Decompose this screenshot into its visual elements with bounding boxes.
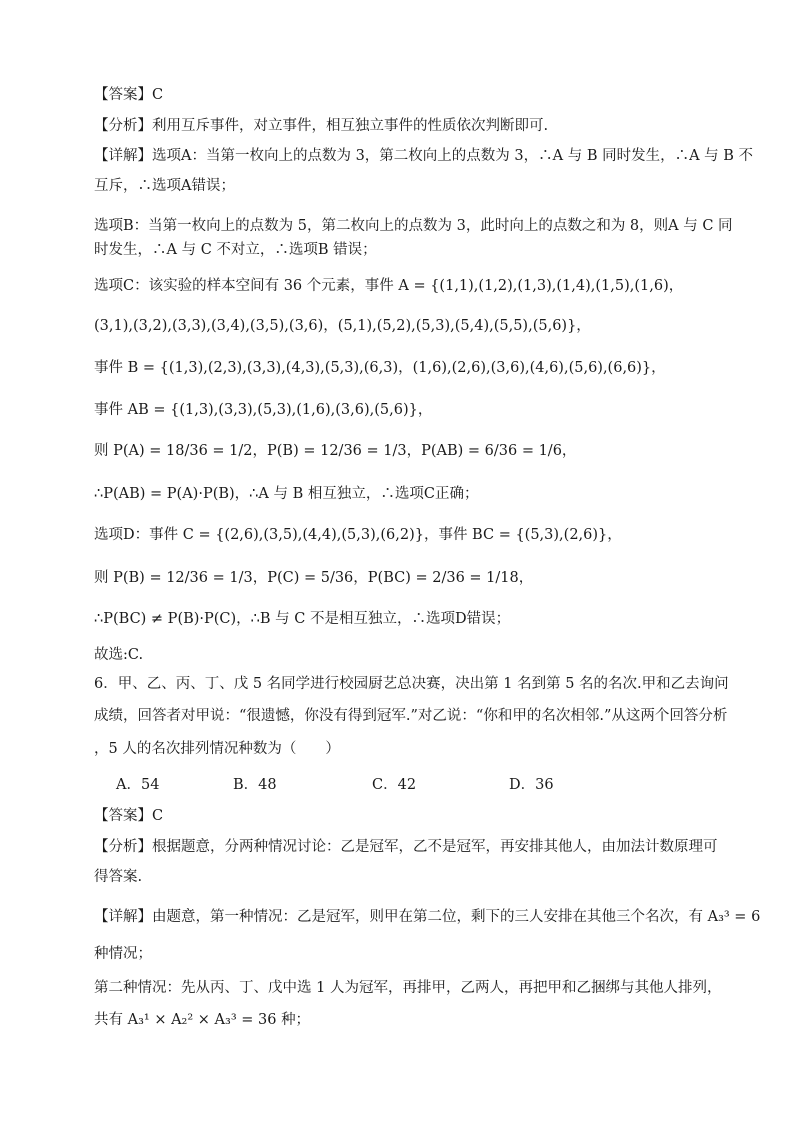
- option-b: B．48: [233, 777, 277, 793]
- explanation-line: 事件 AB = {(1,3),(3,3),(5,3),(1,6),(3,6),(5,6)}，: [94, 402, 433, 418]
- explanation-line: 则 P(B) = 12/36 = 1/3，P(C) = 5/36，P(BC) = 2/36 = 1/18，: [94, 570, 534, 586]
- explanation-line: 选项D：事件 C = {(2,6),(3,5),(4,4),(5,3),(6,2)}，事件 BC = {(5,3),(2,6)}，: [94, 527, 622, 543]
- explanation-line: 则 P(A) = 18/36 = 1/2，P(B) = 12/36 = 1/3，P(AB) = 6/36 = 1/6，: [94, 443, 577, 459]
- explanation-line: (3,1),(3,2),(3,3),(3,4),(3,5),(3,6)，(5,1),(5,2),(5,3),(5,4),(5,5),(5,6)}，: [94, 318, 591, 334]
- conclusion-line: 故选:C.: [94, 647, 144, 663]
- analysis-line: 【分析】根据题意，分两种情况讨论：乙是冠军，乙不是冠军，再安排其他人，由加法计数原理可: [94, 839, 718, 855]
- explanation-line: 【详解】由题意，第一种情况：乙是冠军，则甲在第二位，剩下的三人安排在其他三个名次，有 A₃³ = 6: [94, 909, 761, 925]
- explanation-line: 共有 A₃¹ × A₂² × A₃³ = 36 种；: [94, 1012, 311, 1028]
- question-6-line: 6．甲、乙、丙、丁、戊 5 名同学进行校园厨艺总决赛，决出第 1 名到第 5 名的名次.甲和乙去询问: [94, 676, 729, 692]
- explanation-line: ∴P(BC) ≠ P(B)·P(C)，∴B 与 C 不是相互独立，∴选项D错误；: [94, 611, 511, 627]
- explanation-line: 选项C：该实验的样本空间有 36 个元素，事件 A = {(1,1),(1,2),(1,3),(1,4),(1,5),(1,6)，: [94, 278, 684, 294]
- option-d: D．36: [509, 777, 554, 793]
- option-a: A．54: [116, 777, 160, 793]
- explanation-line: 第二种情况：先从丙、丁、戊中选 1 人为冠军，再排甲，乙两人，再把甲和乙捆绑与其他人排列，: [94, 980, 722, 996]
- question-6-line: ，5 人的名次排列情况种数为（ ）: [94, 741, 340, 757]
- question-6-line: 成绩，回答者对甲说：“很遗憾，你没有得到冠军.”对乙说：“你和甲的名次相邻.”从这两个回答分析: [94, 708, 728, 724]
- analysis-line: 【分析】利用互斥事件，对立事件，相互独立事件的性质依次判断即可.: [94, 118, 549, 134]
- explanation-line: 种情况；: [94, 946, 152, 962]
- explanation-line: 选项B：当第一枚向上的点数为 5，第二枚向上的点数为 3，此时向上的点数之和为 8，则A 与 C 同: [94, 218, 733, 234]
- explanation-line: 事件 B = {(1,3),(2,3),(3,3),(4,3),(5,3),(6,3)，(1,6),(2,6),(3,6),(4,6),(5,6),(6,6)}，: [94, 360, 666, 376]
- explanation-line: ∴P(AB) = P(A)·P(B)，∴A 与 B 相互独立，∴选项C正确；: [94, 486, 479, 502]
- explanation-line: 时发生，∴A 与 C 不对立，∴选项B 错误；: [94, 242, 377, 258]
- analysis-line: 得答案.: [94, 869, 143, 885]
- option-c: C．42: [372, 777, 417, 793]
- explanation-line: 互斥，∴选项A错误；: [94, 178, 235, 194]
- explanation-line: 【详解】选项A：当第一枚向上的点数为 3，第二枚向上的点数为 3，∴A 与 B 同时发生，∴A 与 B 不: [94, 148, 754, 164]
- answer-line: 【答案】C: [94, 808, 164, 824]
- answer-line: 【答案】C: [94, 87, 164, 103]
